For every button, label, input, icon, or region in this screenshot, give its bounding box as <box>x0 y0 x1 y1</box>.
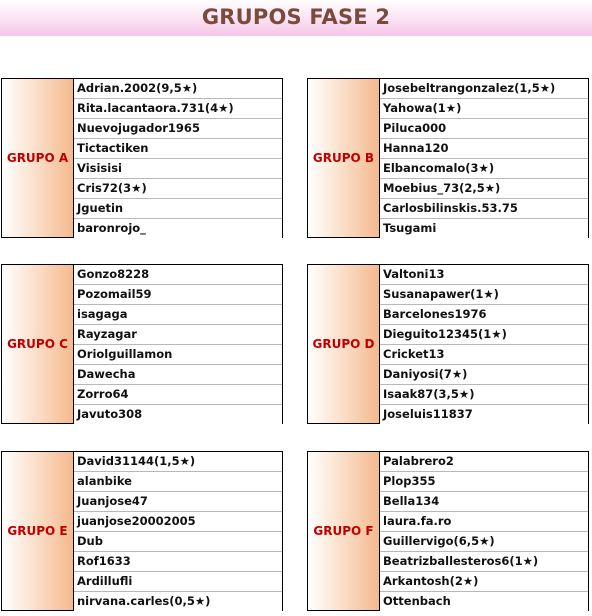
player-row: Dub <box>74 532 282 552</box>
group-label: GRUPO B <box>312 151 375 165</box>
player-row: Rita.lacantaora.731(4★) <box>74 99 282 119</box>
player-list <box>380 265 588 423</box>
player-row: Tictactiken <box>74 139 282 159</box>
player-row: Arkantosh(2★) <box>380 572 588 592</box>
group-label: GRUPO A <box>6 151 69 165</box>
player-row: Elbancomalo(3★) <box>380 159 588 179</box>
group-label-cell <box>2 265 74 423</box>
player-row: Ardillufli <box>74 572 282 592</box>
player-row: juanjose20002005 <box>74 512 282 532</box>
player-row: Juanjose47 <box>74 492 282 512</box>
player-row: Gonzo8228 <box>74 265 282 285</box>
player-row: isagaga <box>74 305 282 325</box>
group-label-cell <box>308 452 380 610</box>
player-row: Barcelones1976 <box>380 305 588 325</box>
group-label: GRUPO C <box>7 337 68 351</box>
player-row: Pozomail59 <box>74 285 282 305</box>
player-row: Moebius_73(2,5★) <box>380 179 588 199</box>
player-row: Guillervigo(6,5★) <box>380 532 588 552</box>
group-table <box>307 451 589 611</box>
player-row: Daniyosi(7★) <box>380 365 588 385</box>
player-row: Valtoni13 <box>380 265 588 285</box>
player-row: Bella134 <box>380 492 588 512</box>
player-row: David31144(1,5★) <box>74 452 282 472</box>
group-label: GRUPO D <box>312 337 375 351</box>
player-row: Piluca000 <box>380 119 588 139</box>
group-table <box>1 264 283 424</box>
player-row: nirvana.carles(0,5★) <box>74 592 282 612</box>
player-row: Visisisi <box>74 159 282 179</box>
player-row: Josebeltrangonzalez(1,5★) <box>380 79 588 99</box>
player-row: Hanna120 <box>380 139 588 159</box>
player-row: Isaak87(3,5★) <box>380 385 588 405</box>
player-row: Plop355 <box>380 472 588 492</box>
player-row: Nuevojugador1965 <box>74 119 282 139</box>
group-table <box>1 451 283 611</box>
group-label: GRUPO F <box>313 524 374 538</box>
title-banner <box>0 0 592 36</box>
player-row: Rof1633 <box>74 552 282 572</box>
player-row: baronrojo_ <box>74 219 282 239</box>
player-list <box>380 452 588 610</box>
player-row: laura.fa.ro <box>380 512 588 532</box>
player-row: Tsugami <box>380 219 588 239</box>
player-row: Susanapawer(1★) <box>380 285 588 305</box>
group-label-cell <box>2 452 74 610</box>
player-row: Zorro64 <box>74 385 282 405</box>
player-row: Ottenbach <box>380 592 588 612</box>
player-row: Jguetin <box>74 199 282 219</box>
player-row: Beatrizballesteros6(1★) <box>380 552 588 572</box>
group-label-cell <box>2 79 74 237</box>
player-list <box>74 265 282 423</box>
player-list <box>380 79 588 237</box>
group-label: GRUPO E <box>7 524 68 538</box>
player-list <box>74 79 282 237</box>
player-row: Oriolguillamon <box>74 345 282 365</box>
player-row: Yahowa(1★) <box>380 99 588 119</box>
group-table <box>307 264 589 424</box>
group-label-cell <box>308 79 380 237</box>
player-row: Dieguito12345(1★) <box>380 325 588 345</box>
player-list <box>74 452 282 610</box>
player-row: Carlosbilinskis.53.75 <box>380 199 588 219</box>
player-row: Adrian.2002(9,5★) <box>74 79 282 99</box>
player-row: Javuto308 <box>74 405 282 425</box>
group-label-cell <box>308 265 380 423</box>
player-row: Cris72(3★) <box>74 179 282 199</box>
player-row: Palabrero2 <box>380 452 588 472</box>
player-row: Joseluis11837 <box>380 405 588 425</box>
group-table <box>307 78 589 238</box>
player-row: Dawecha <box>74 365 282 385</box>
page-title: GRUPOS FASE 2 <box>201 5 391 29</box>
group-table <box>1 78 283 238</box>
player-row: alanbike <box>74 472 282 492</box>
player-row: Cricket13 <box>380 345 588 365</box>
player-row: Rayzagar <box>74 325 282 345</box>
